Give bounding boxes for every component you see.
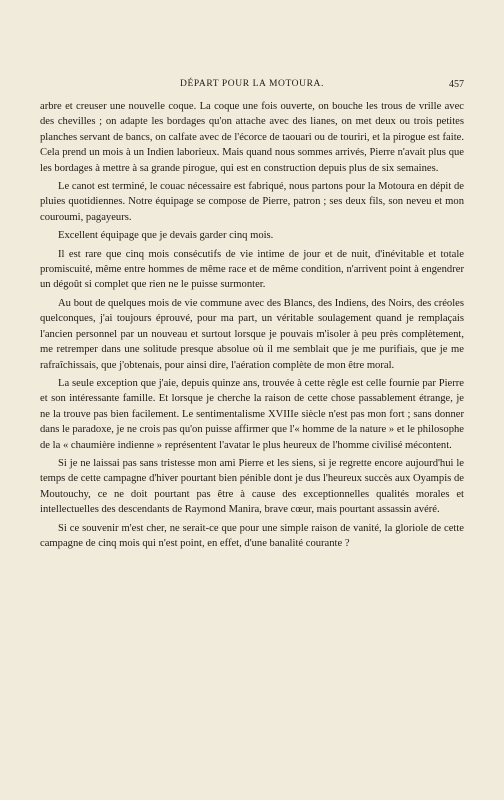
paragraph: Si ce souvenir m'est cher, ne serait-ce que pour une simple raison de vanité, la gloriole de cette campagne de cinq mois qui n'est point, en effet, d'une banalité courante ? (40, 522, 464, 549)
page-number: 457 (449, 79, 464, 90)
paragraph: La seule exception que j'aie, depuis quinze ans, trouvée à cette règle est celle fournie par Pierre et son intéressante famille. Et lorsque je cherche la raison de cette chose passablement étrange, je ne la trouve pas bien facilement. Le sentimentalisme XVIIIe siècle n'est pas mon fort ; sans donner dans le paradoxe, je ne crois pas qu'on puisse affirmer que l'« homme de la nature » et le philosophe de la « chaumière indienne » représentent l'avatar le plus heureux de l'homme civilisé mécontent. (40, 377, 464, 451)
page-body (40, 99, 464, 554)
page-header (40, 79, 464, 93)
paragraph: Si je ne laissai pas sans tristesse mon ami Pierre et les siens, si je regrette encore aujourd'hui le temps de cette campagne d'hiver pourtant bien pénible dont je dus l'heureux succès aux Oyampis de Moutouchy, ce ne doit pourtant pas être à cause des exceptionnelles qualités morales et intellectuelles des descendants de Raymond Manira, brave cœur, mais pourtant assassin avéré. (40, 457, 464, 516)
paragraph: Il est rare que cinq mois consécutifs de vie intime de jour et de nuit, d'inévitable et totale promiscuité, même entre hommes de même race et de même condition, n'arrivent point à engendrer un dégoût si complet que rien ne le puisse surmonter. (40, 248, 464, 291)
paragraph: arbre et creuser une nouvelle coque. La coque une fois ouverte, on bouche les trous de vrille avec des chevilles ; on adapte les bordages qu'on attache avec des lianes, on met deux ou trois petites planches servant de bancs, on calfate avec de l'écorce de taouari ou de touriri, et la pirogue est faite. Cela prend un mois à un Indien laborieux. Mais quand nous sommes arrivés, Pierre n'avait plus que les bordages à mettre à sa grande pirogue, qui est en construction depuis plus de six semaines. (40, 101, 464, 174)
running-title: DÉPART POUR LA MOTOURA. (180, 79, 324, 89)
paragraph: Excellent équipage que je devais garder cinq mois. (58, 230, 274, 242)
paragraph: Au bout de quelques mois de vie commune avec des Blancs, des Indiens, des Noirs, des créoles quelconques, j'ai toujours éprouvé, pour ma part, un véritable soulagement quand je remplaçais l'ancien personnel par un nouveau et surtout lorsque je pouvais m'isoler à peu près complètement, me retremper dans une solitude presque absolue où il me semblait que je me purifiais, que je me rafraîchissais, que j'obtenais, pour ainsi dire, l'aération complète de mon être moral. (40, 297, 464, 371)
paragraph: Le canot est terminé, le couac nécessaire est fabriqué, nous partons pour la Motoura en dépit de pluies quotidiennes. Notre équipage se compose de Pierre, patron ; ses deux fils, son neveu et mon couroumi, pagayeurs. (40, 181, 464, 223)
